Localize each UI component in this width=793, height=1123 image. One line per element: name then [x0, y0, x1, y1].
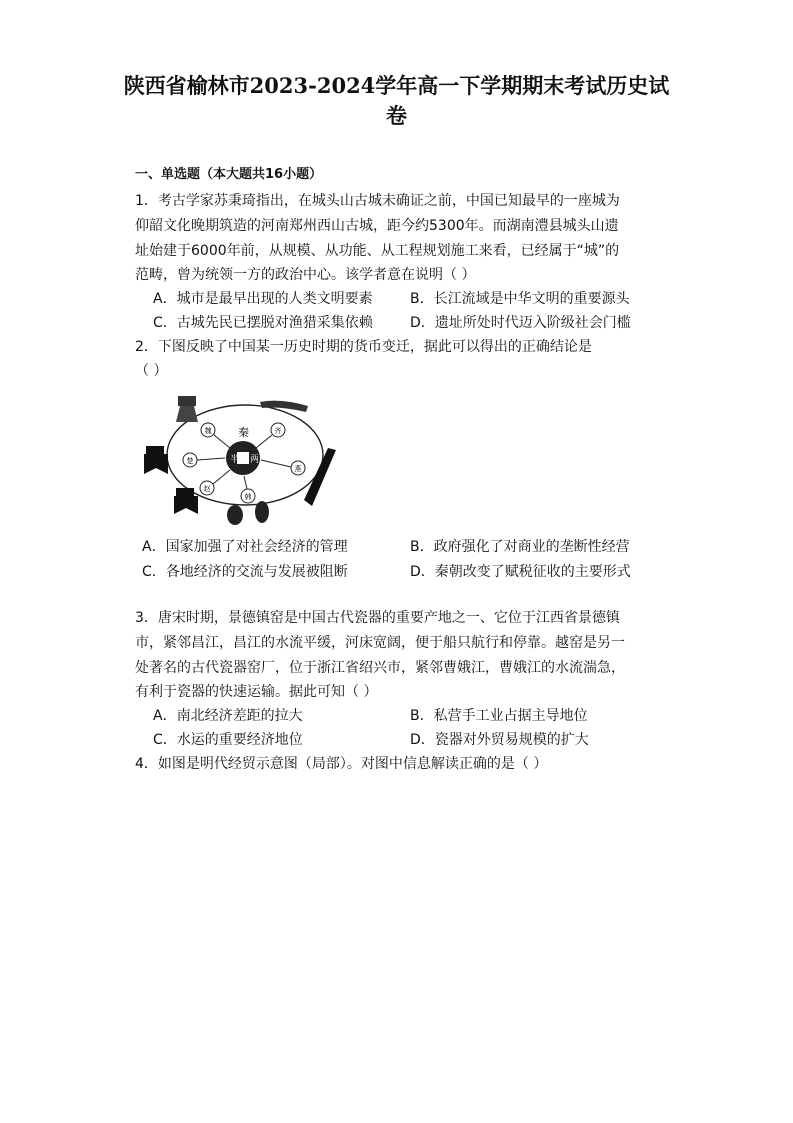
node-label-qi: 齐 [274, 427, 282, 435]
knife-coin-icon [260, 401, 308, 412]
q1-option-d[interactable]: D．遗址所处时代迈入阶级社会门槛 [410, 315, 631, 331]
svg-text:半: 半 [230, 455, 240, 465]
knife-coin-right-icon [304, 448, 336, 506]
q3-option-d[interactable]: D．瓷器对外贸易规模的扩大 [410, 732, 589, 748]
q3-line-2: 市，紧邻昌江，昌江的水流平缓，河床宽阔，便于船只航行和停靠。越窑是另一 [135, 635, 625, 651]
center-label-qin: 秦 [238, 426, 249, 439]
ant-nose-coin-icon [227, 505, 243, 525]
spade-coin-left-icon [144, 446, 168, 474]
q3-option-b[interactable]: B．私营手工业占据主导地位 [410, 708, 588, 724]
node-label-han: 韩 [244, 493, 252, 501]
q2-line-2: （ ） [135, 363, 168, 379]
spade-coin-icon [176, 396, 198, 422]
q3-option-a[interactable]: A．南北经济差距的拉大 [153, 708, 303, 724]
q1-line-3: 址始建于6000年前，从规模、从功能、从工程规划施工来看，已经属于“城”的 [135, 243, 620, 259]
q3-line-4: 有利于瓷器的快速运输。据此可知（ ） [135, 684, 378, 700]
q1-option-a[interactable]: A．城市是最早出现的人类文明要素 [153, 291, 373, 307]
ant-nose-coin-2-icon [255, 501, 269, 523]
q3-line-3: 处著名的古代瓷器窑厂，位于浙江省绍兴市，紧邻曹娥江，曹娥江的水流湍急， [135, 660, 625, 676]
q1-option-c[interactable]: C．古城先民已摆脱对渔猎采集依赖 [153, 315, 373, 331]
page-title-line-1: 陕西省榆林市2023-2024学年高一下学期期末考试历史试 [123, 73, 670, 98]
node-label-chu: 楚 [186, 457, 194, 465]
q2-option-d[interactable]: D．秦朝改变了赋税征收的主要形式 [410, 564, 631, 580]
q1-line-1: 1．考古学家苏秉琦指出，在城头山古城未确证之前，中国已知最早的一座城为 [135, 193, 620, 209]
q3-line-1: 3．唐宋时期，景德镇窑是中国古代瓷器的重要产地之一、它位于江西省景德镇 [135, 610, 620, 626]
ban-liang-coin-icon [226, 441, 260, 475]
q1-line-4: 范畴，曾为统领一方的政治中心。该学者意在说明（ ） [135, 267, 476, 283]
node-label-wei: 魏 [204, 427, 212, 435]
q2-option-c[interactable]: C．各地经济的交流与发展被阻断 [142, 564, 348, 580]
q2-option-b[interactable]: B．政府强化了对商业的垄断性经营 [410, 539, 630, 555]
node-label-yan: 燕 [294, 465, 302, 473]
q2-line-1: 2．下图反映了中国某一历史时期的货币变迁，据此可以得出的正确结论是 [135, 339, 592, 355]
q1-option-b[interactable]: B．长江流域是中华文明的重要源头 [410, 291, 630, 307]
spade-coin-bottom-icon [174, 488, 198, 514]
q2-option-a[interactable]: A．国家加强了对社会经济的管理 [142, 539, 348, 555]
node-label-zhao: 赵 [203, 485, 211, 493]
section-heading: 一、单选题（本大题共16小题） [135, 167, 323, 182]
q4-line-1: 4．如图是明代经贸示意图（局部）。对图中信息解读正确的是（ ） [135, 756, 548, 772]
page-title-line-2: 卷 [386, 103, 407, 128]
svg-text:两: 两 [250, 455, 260, 465]
q1-line-2: 仰韶文化晚期筑造的河南郑州西山古城，距今约5300年。而湖南澧县城头山遗 [135, 218, 619, 234]
q3-option-c[interactable]: C．水运的重要经济地位 [153, 732, 303, 748]
currency-diagram [140, 388, 340, 528]
